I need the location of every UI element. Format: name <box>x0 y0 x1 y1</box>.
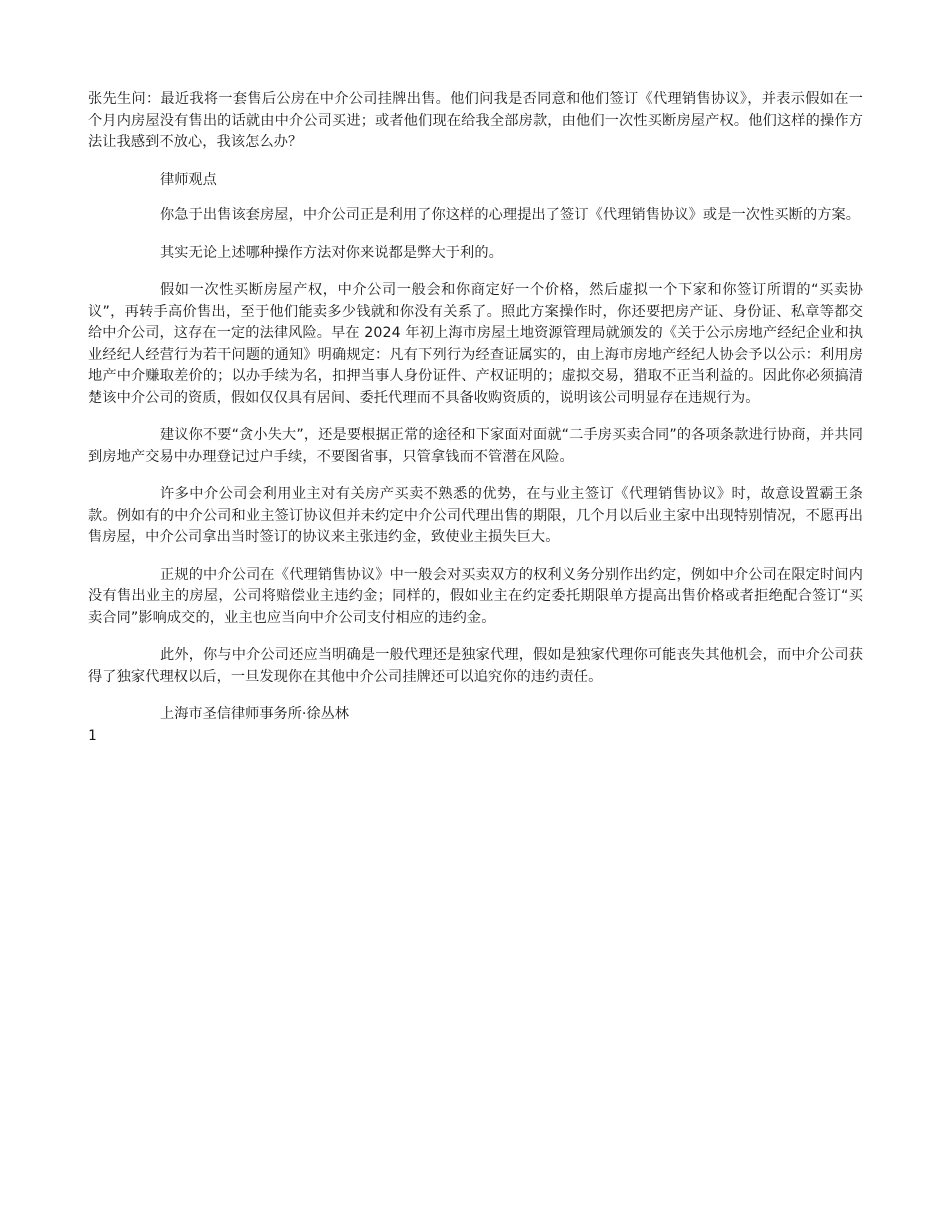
body-paragraph: 假如一次性买断房屋产权，中介公司一般会和你商定好一个价格，然后虚拟一个下家和你签订所谓的“买卖协议”，再转手高价售出，至于他们能卖多少钱就和你没有关系了。照此方案操作时，你还要把房产证、身份证、私章等都交给中介公司，这存在一定的法律风险。早在 2024 年初上海市房屋土地资源管理局就颁发的《关于公示房地产经纪企业和执业经纪人经营行为若干问题的通知》明确规定：凡有下列行为经查证属实的，由上海市房地产经纪人协会予以公示：利用房地产中介赚取差价的；以办手续为名，扣押当事人身份证件、产权证明的；虚拟交易，猎取不正当利益的。因此你必须搞清楚该中介公司的资质，假如仅仅具有居间、委托代理而不具备收购资质的，说明该公司明显存在违规行为。 <box>88 282 863 406</box>
body-paragraph: 建议你不要“贪小失大”，还是要根据正常的途径和下家面对面就“二手房买卖合同”的各项条款进行协商，并共同到房地产交易中办理登记过户手续，不要图省事，只管拿钱而不管潜在风险。 <box>88 427 863 465</box>
question-paragraph: 张先生问：最近我将一套售后公房在中介公司挂牌出售。他们问我是否同意和他们签订《代理销售协议》，并表示假如在一个月内房屋没有售出的话就由中介公司买进；或者他们现在给我全部房款，由他们一次性买断房屋产权。他们这样的操作方法让我感到不放心，我该怎么办？ <box>88 91 863 150</box>
body-paragraph: 你急于出售该套房屋，中介公司正是利用了你这样的心理提出了签订《代理销售协议》或是一次性买断的方案。 <box>160 207 861 223</box>
page-number: 1 <box>88 727 97 744</box>
section-heading: 律师观点 <box>160 171 217 188</box>
body-paragraph: 许多中介公司会利用业主对有关房产买卖不熟悉的优势，在与业主签订《代理销售协议》时，故意设置霸王条款。例如有的中介公司和业主签订协议但并未约定中介公司代理出售的期限，几个月以后业主家中出现特别情况，不愿再出售房屋，中介公司拿出当时签订的协议来主张违约金，致使业主损失巨大。 <box>88 486 863 545</box>
document-page <box>88 89 863 746</box>
body-paragraph: 其实无论上述哪种操作方法对你来说都是弊大于利的。 <box>160 244 503 261</box>
signature: 上海市圣信律师事务所·徐丛林 <box>160 706 349 722</box>
body-paragraph: 此外，你与中介公司还应当明确是一般代理还是独家代理，假如是独家代理你可能丧失其他机会，而中介公司获得了独家代理权以后，一旦发现你在其他中介公司挂牌还可以追究你的违约责任。 <box>88 647 863 685</box>
body-paragraph: 正规的中介公司在《代理销售协议》中一般会对买卖双方的权利义务分别作出约定，例如中介公司在限定时间内没有售出业主的房屋，公司将赔偿业主违约金；同样的，假如业主在约定委托期限单方提高出售价格或者拒绝配合签订“买卖合同”影响成交的，业主也应当向中介公司支付相应的违约金。 <box>88 566 863 626</box>
